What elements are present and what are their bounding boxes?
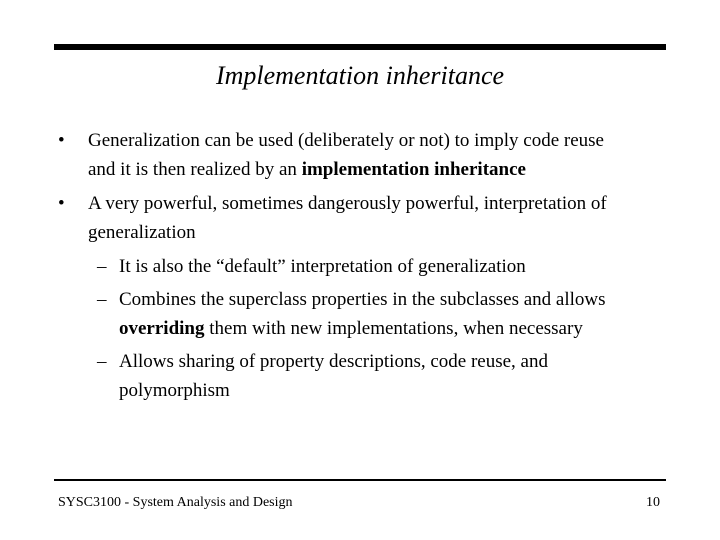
subbullet-3-line2: polymorphism bbox=[119, 380, 230, 401]
subbullet-2 bbox=[97, 285, 677, 345]
page-number: 10 bbox=[646, 495, 660, 510]
bullet-1-text bbox=[88, 126, 604, 184]
subbullet-mark: – bbox=[97, 351, 107, 372]
bullet-1 bbox=[58, 126, 678, 186]
subbullet-mark: – bbox=[97, 256, 107, 277]
bullet-1-line2-prefix: and it is then realized by an bbox=[88, 159, 302, 180]
slide-title: Implementation inheritance bbox=[215, 61, 505, 90]
bullet-2-line2: generalization bbox=[88, 222, 196, 243]
bullet-1-line1: Generalization can be used (deliberately or not) to imply code reuse bbox=[88, 130, 604, 151]
subbullet-1-text: It is also the “default” interpretation of generalization bbox=[119, 256, 526, 277]
bullet-1-line2-bold: implementation inheritance bbox=[301, 159, 526, 180]
footer-course: SYSC3100 - System Analysis and Design bbox=[58, 495, 293, 510]
bullet-2-text bbox=[88, 189, 607, 247]
subbullet-3 bbox=[97, 347, 677, 407]
subbullet-2-text bbox=[119, 285, 606, 343]
subbullet-mark: – bbox=[97, 289, 107, 310]
subbullet-2-line2-bold: overriding bbox=[119, 318, 205, 339]
subbullet-2-line2-rest: them with new implementations, when necessary bbox=[204, 318, 583, 339]
subbullet-2-line1: Combines the superclass properties in the subclasses and allows bbox=[119, 289, 606, 310]
subbullet-3-text bbox=[119, 347, 548, 405]
subbullet-3-line1: Allows sharing of property descriptions, code reuse, and bbox=[119, 351, 548, 372]
subbullet-1 bbox=[97, 252, 677, 282]
bullet-mark: • bbox=[58, 130, 65, 151]
bullet-2 bbox=[58, 189, 678, 249]
bullet-mark: • bbox=[58, 193, 65, 214]
bottom-rule bbox=[54, 479, 666, 481]
bullet-2-line1: A very powerful, sometimes dangerously powerful, interpretation of bbox=[88, 193, 607, 214]
